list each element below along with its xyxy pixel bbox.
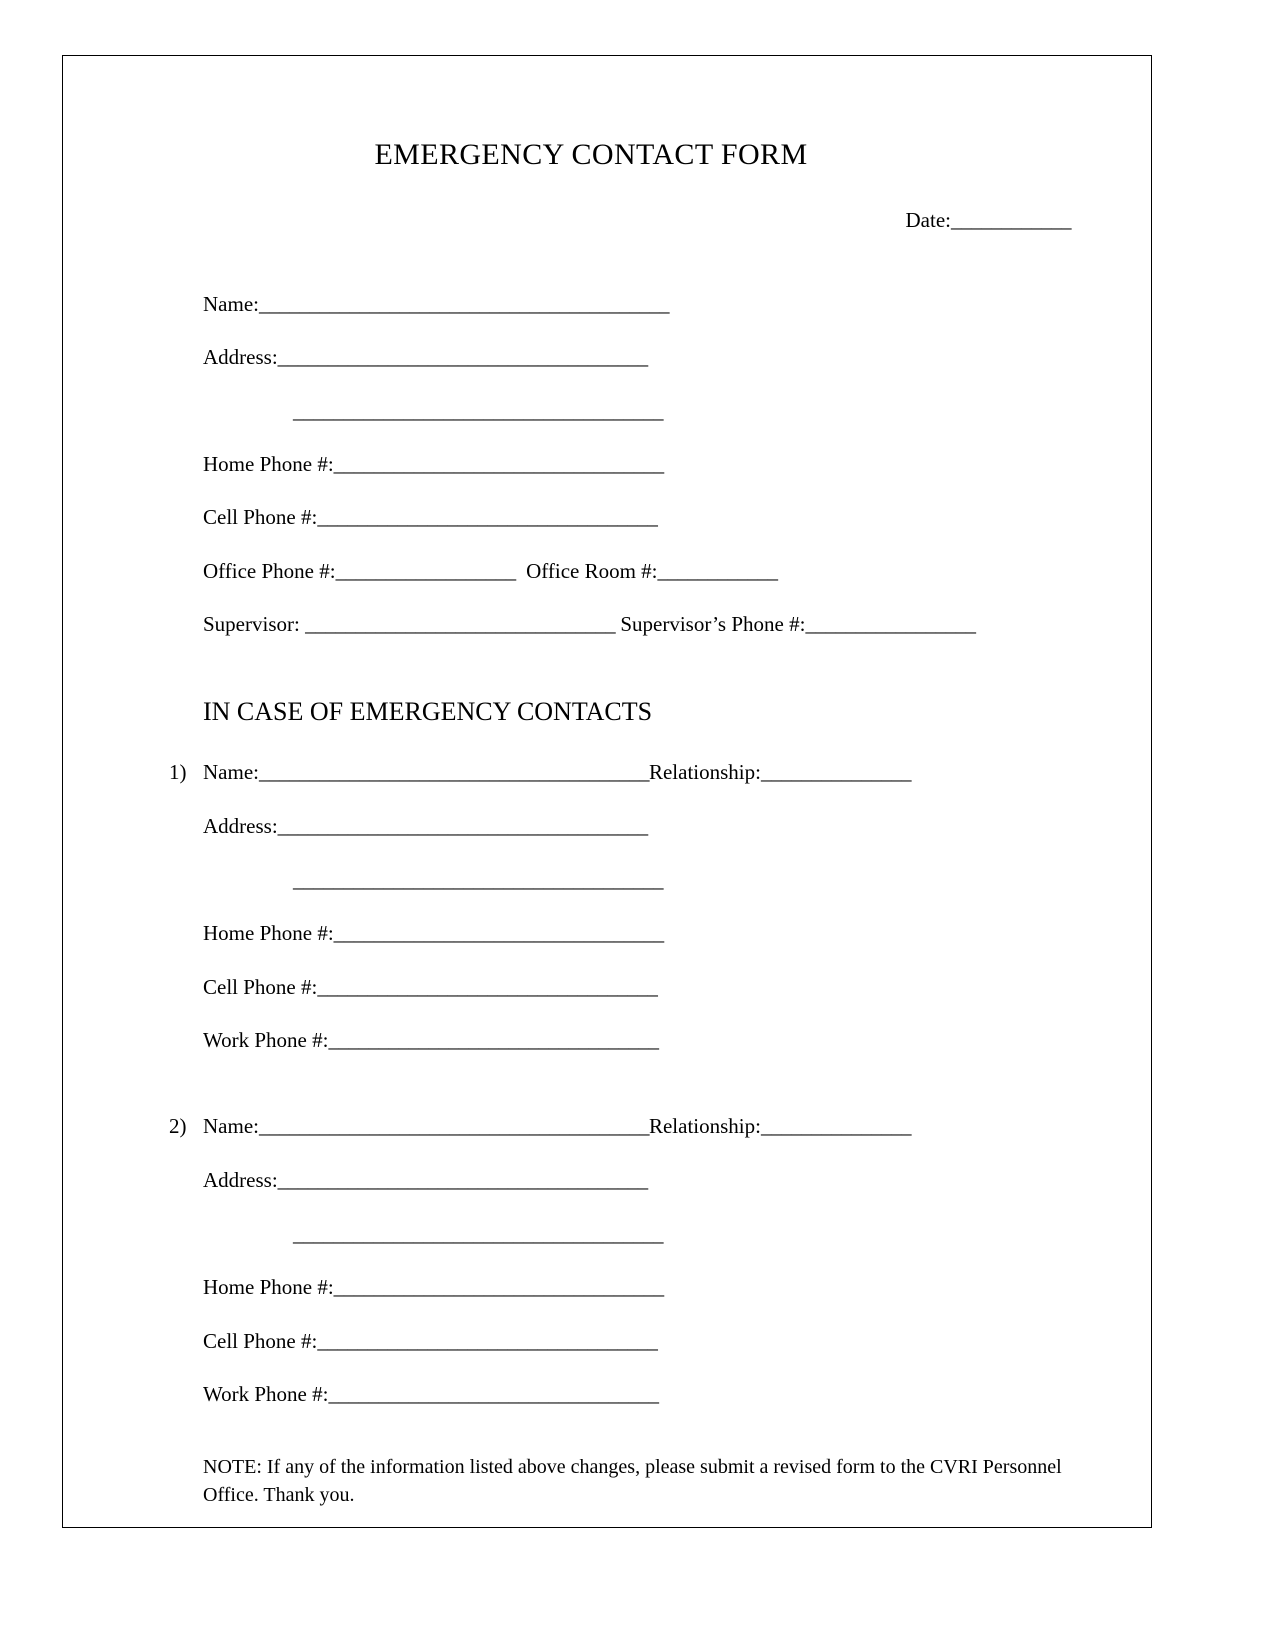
field-label: Home Phone #:	[203, 921, 334, 945]
relationship-rule[interactable]: _______________	[760, 1114, 911, 1138]
field-rule[interactable]: _____________________________________	[293, 399, 663, 423]
relationship-rule[interactable]: _______________	[760, 760, 911, 784]
relationship-label: Relationship:	[648, 1114, 761, 1138]
field-rule[interactable]: _________________________________	[328, 1382, 659, 1406]
field-rule[interactable]: _________________________________	[333, 1275, 664, 1299]
field-label: Cell Phone #:	[203, 1329, 318, 1353]
field-label: Supervisor:	[203, 612, 300, 636]
date-rule[interactable]: ____________	[951, 208, 1071, 232]
field-rule[interactable]: _________________________________	[333, 452, 664, 476]
field-rule[interactable]: __________________	[335, 559, 516, 583]
contact-2-home-phone	[203, 1275, 664, 1300]
field-office-phone-room	[203, 559, 778, 584]
field-rule[interactable]: _______________________________________	[258, 760, 649, 784]
field-label: Work Phone #:	[203, 1382, 329, 1406]
field-rule[interactable]: _________________________________	[333, 921, 664, 945]
field-rule[interactable]: _____________________________________	[293, 868, 663, 892]
page-title: EMERGENCY CONTACT FORM	[374, 138, 808, 171]
field-label: Name:	[203, 760, 259, 784]
field-rule[interactable]: __________________________________	[317, 505, 658, 529]
contact-2-work-phone	[203, 1382, 658, 1407]
contact-2-number: 2)	[169, 1114, 187, 1138]
field-label: Cell Phone #:	[203, 505, 318, 529]
field-label: Home Phone #:	[203, 452, 334, 476]
contact-1-number: 1)	[169, 760, 187, 784]
note-text: NOTE: If any of the information listed above changes, please submit a revised form to the CVRI Personnel Office. Thank you.	[203, 1456, 1062, 1506]
date-label: Date:	[905, 208, 951, 232]
field-label: Address:	[203, 345, 278, 369]
field-cell-phone	[203, 505, 657, 530]
field-rule[interactable]: _________________________________________	[258, 292, 669, 316]
field-label: Name:	[203, 292, 259, 316]
field-address-line2	[293, 399, 663, 424]
field-rule[interactable]: _____________________________________	[293, 1222, 663, 1246]
office-room-label-text: Office Room #:	[526, 559, 658, 583]
document-content	[141, 56, 1081, 1527]
contact-1-name-row	[169, 760, 911, 785]
field-rule[interactable]: _______________________________________	[258, 1114, 649, 1138]
contact-2-address-line2	[293, 1222, 663, 1247]
contact-1-home-phone	[203, 921, 664, 946]
office-room-label	[516, 559, 527, 583]
relationship-label: Relationship:	[648, 760, 761, 784]
section-heading-emergency-contacts: IN CASE OF EMERGENCY CONTACTS	[203, 697, 653, 726]
field-label: Address:	[203, 814, 278, 838]
contact-2-cell-phone	[203, 1329, 657, 1354]
field-rule[interactable]: __________________________________	[317, 975, 658, 999]
field-rule[interactable]: _____________________________________	[277, 814, 648, 838]
field-rule[interactable]: _____________________________________	[277, 345, 648, 369]
supervisor-phone-label: Supervisor’s Phone #:	[620, 612, 806, 636]
field-supervisor	[203, 612, 975, 637]
field-rule[interactable]: __________________________________	[317, 1329, 658, 1353]
field-rule[interactable]: _____________________________________	[277, 1168, 648, 1192]
field-label: Work Phone #:	[203, 1028, 329, 1052]
field-rule[interactable]: _______________________________	[305, 612, 616, 636]
field-address	[203, 345, 648, 370]
field-label: Office Phone #:	[203, 559, 336, 583]
field-label: Name:	[203, 1114, 259, 1138]
contact-1-address	[203, 814, 648, 839]
field-label: Home Phone #:	[203, 1275, 334, 1299]
contact-1-address-line2	[293, 868, 663, 893]
contact-2-name-row	[169, 1114, 911, 1139]
supervisor-phone-rule[interactable]: _________________	[805, 612, 976, 636]
field-label: Address:	[203, 1168, 278, 1192]
date-field	[906, 208, 1071, 233]
contact-2-address	[203, 1168, 648, 1193]
contact-1-work-phone	[203, 1028, 658, 1053]
field-rule[interactable]: _________________________________	[328, 1028, 659, 1052]
document-page	[62, 55, 1152, 1528]
office-room-rule[interactable]: ____________	[657, 559, 778, 583]
contact-1-cell-phone	[203, 975, 657, 1000]
field-label: Cell Phone #:	[203, 975, 318, 999]
field-home-phone	[203, 452, 664, 477]
field-name	[203, 292, 669, 317]
